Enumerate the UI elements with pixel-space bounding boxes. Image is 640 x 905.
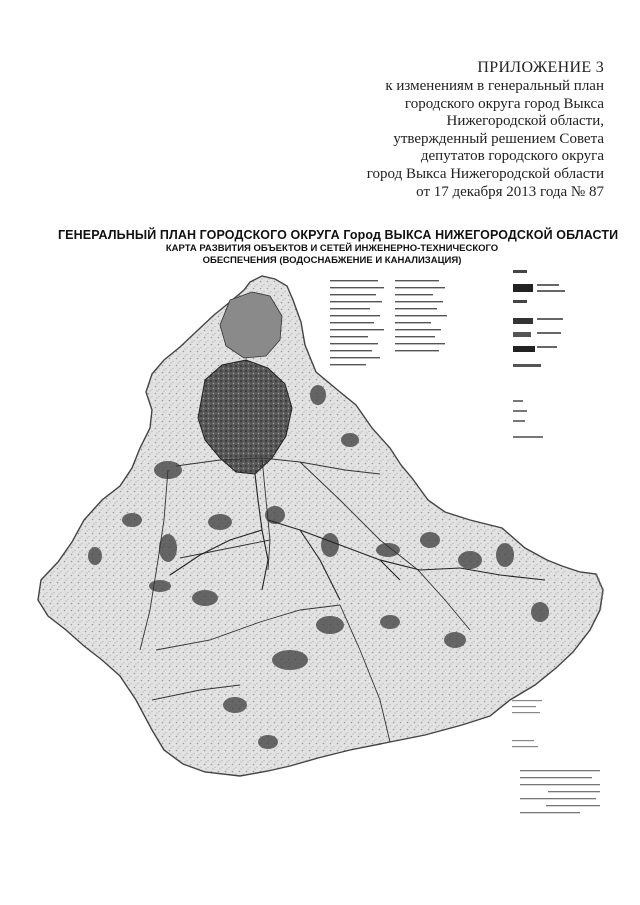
city-north — [220, 292, 282, 358]
appendix-line: утвержденный решением Совета — [393, 130, 604, 147]
legend-column-1 — [330, 280, 384, 365]
appendix-line: депутатов городского округа — [420, 148, 604, 165]
legend-symbols — [513, 270, 565, 438]
appendix-line: Нижегородской области, — [446, 113, 604, 130]
legend-column-2 — [395, 280, 447, 351]
side-notes — [512, 700, 542, 747]
appendix-line: город Выкса Нижегородской области — [366, 165, 604, 182]
appendix-line: к изменениям в генеральный план — [385, 78, 604, 94]
map-title: ГЕНЕРАЛЬНЫЙ ПЛАН ГОРОДСКОГО ОКРУГА Город ВЫКСА НИЖЕГОРОДСКОЙ ОБЛАСТИ — [58, 228, 619, 242]
appendix-line: от 17 декабря 2013 года № 87 — [416, 183, 604, 200]
map-subtitle-line-1: КАРТА РАЗВИТИЯ ОБЪЕКТОВ И СЕТЕЙ ИНЖЕНЕРНО-ТЕХНИЧЕСКОГО — [165, 243, 499, 254]
map-stamp — [520, 770, 600, 813]
appendix-line: городского округа город Выкса — [404, 95, 604, 112]
map-subtitle-line-2: ОБЕСПЕЧЕНИЯ (ВОДОСНАБЖЕНИЕ И КАНАЛИЗАЦИЯ) — [202, 255, 462, 266]
map-legend — [330, 270, 565, 438]
appendix-heading: ПРИЛОЖЕНИЕ 3 — [477, 59, 604, 76]
